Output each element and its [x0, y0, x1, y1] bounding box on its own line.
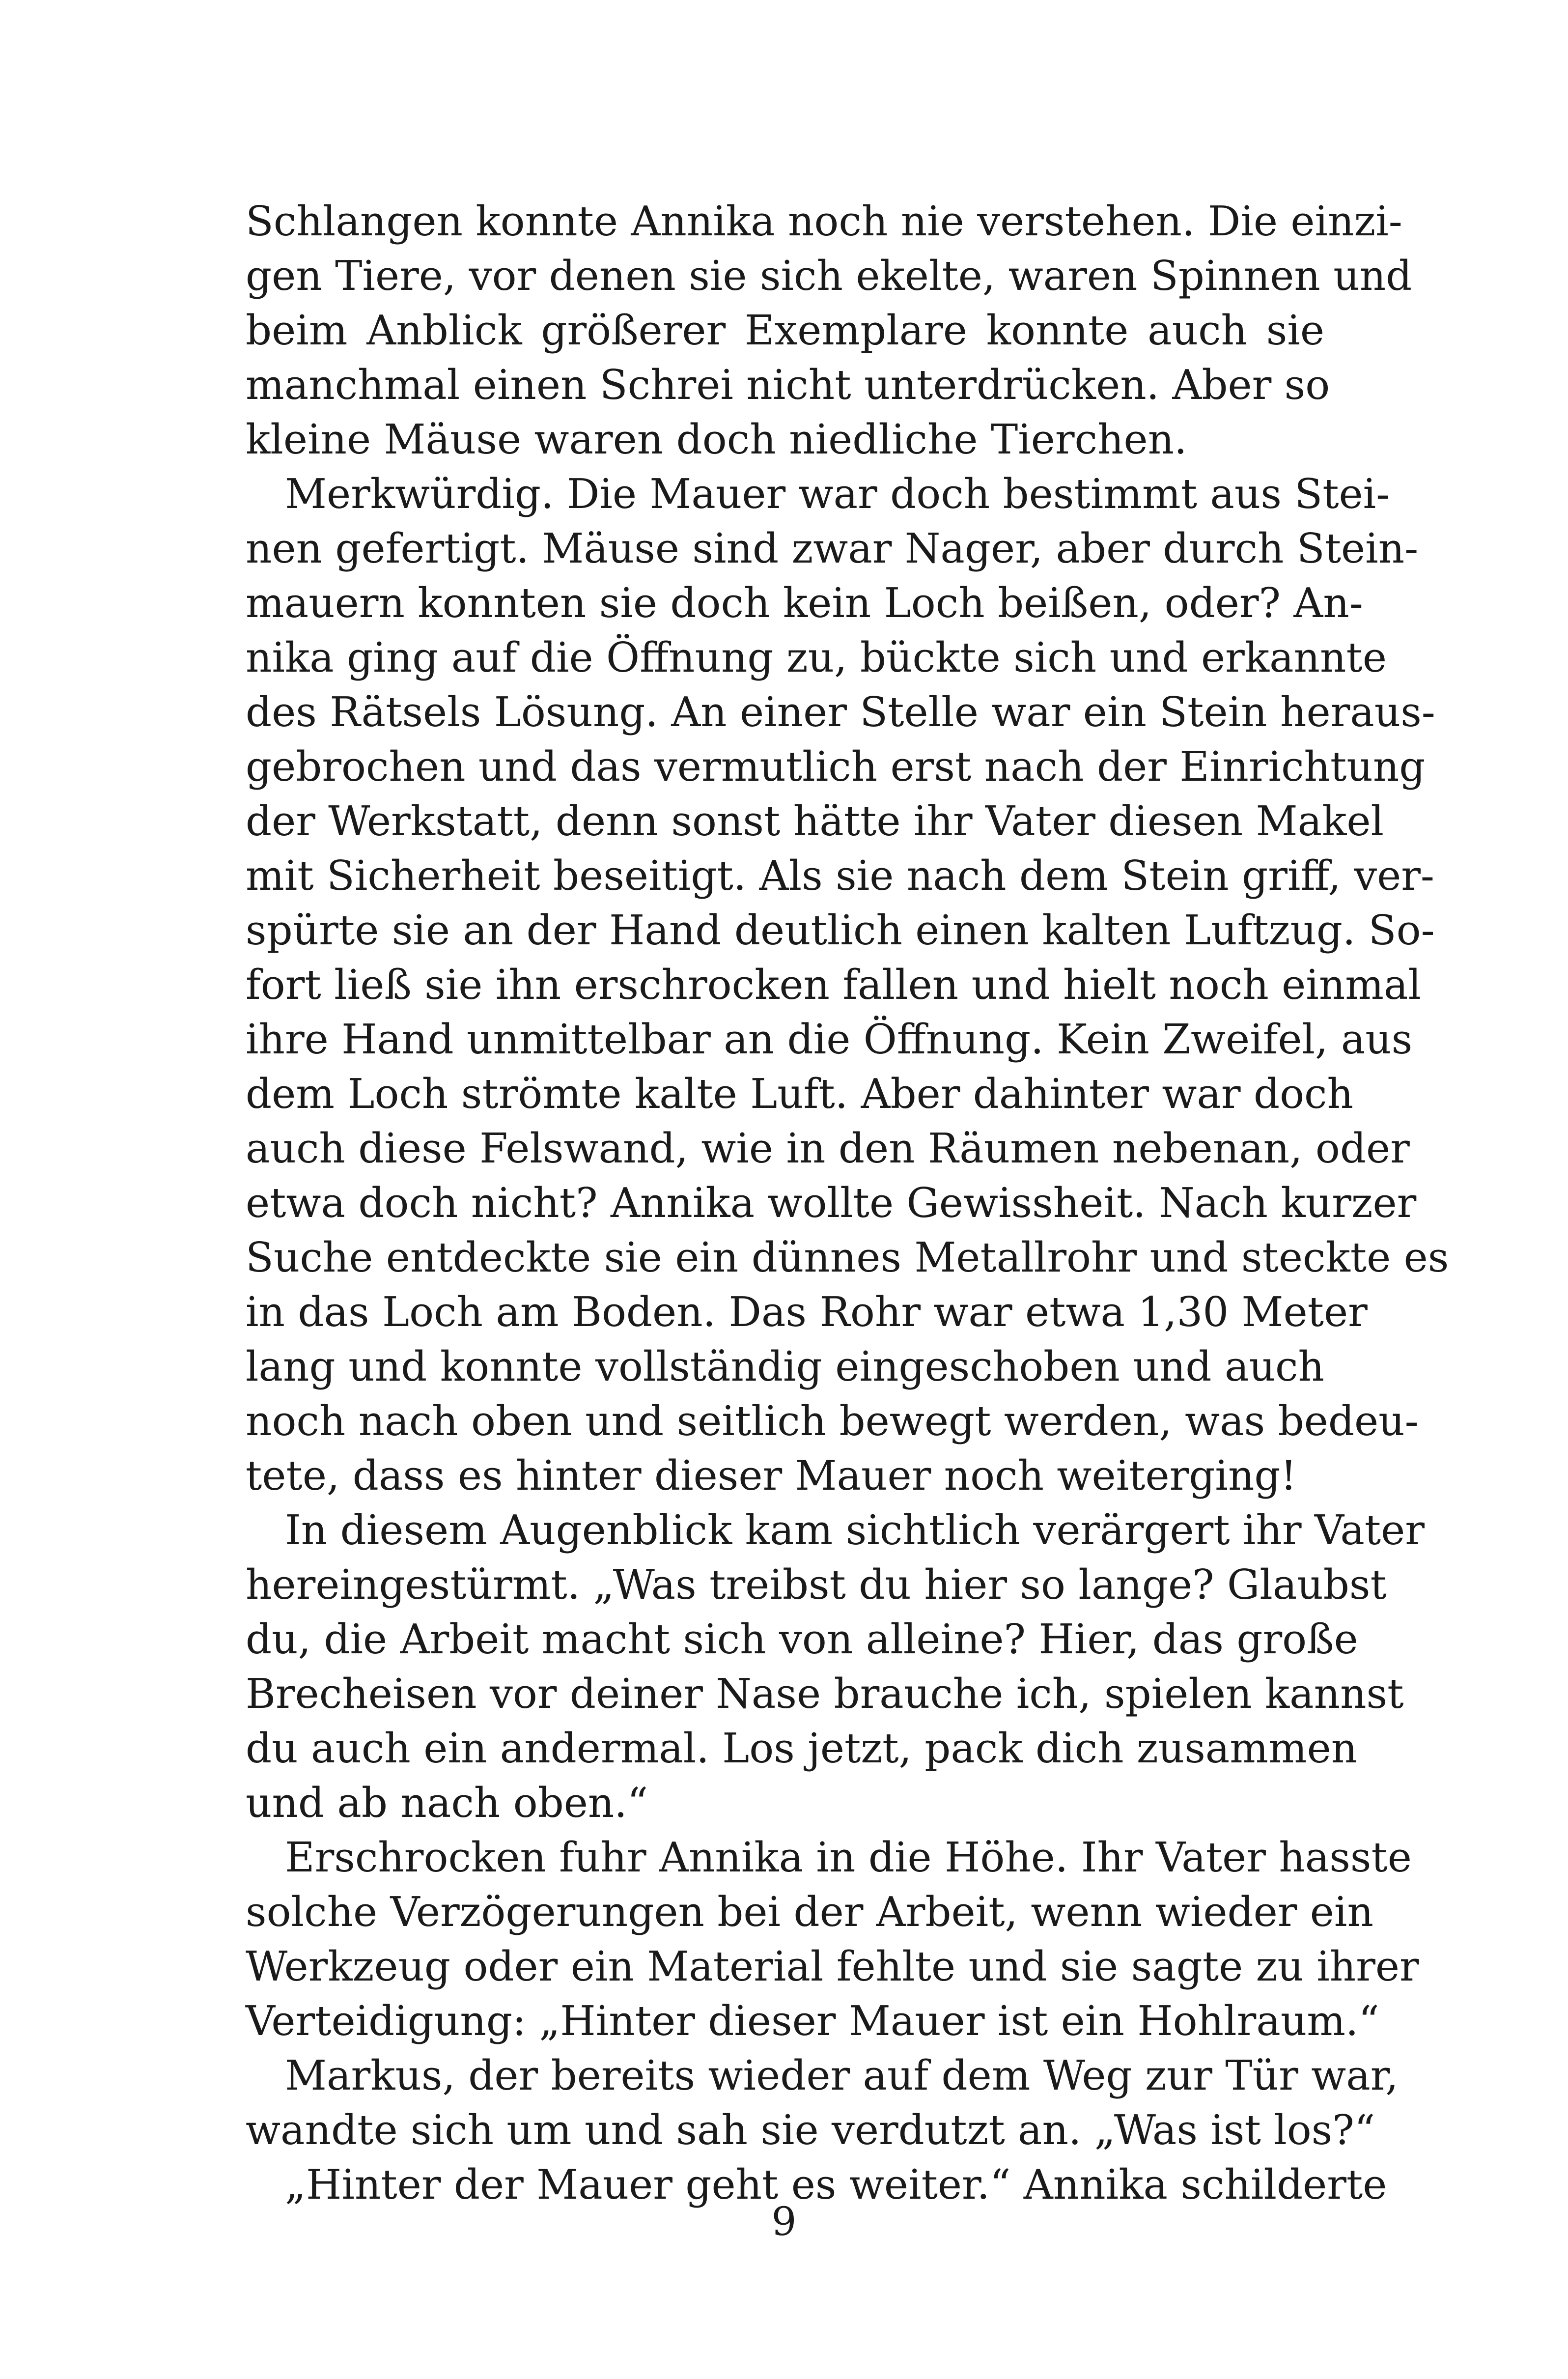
text-line: gebrochen und das vermutlich erst nach der Einrichtung — [246, 743, 1426, 791]
text-line: in das Loch am Boden. Das Rohr war etwa 1,30 Meter — [246, 1288, 1368, 1336]
page-number: 9 — [771, 2199, 797, 2244]
text-line: spürte sie an der Hand deutlich einen kalten Luftzug. So- — [246, 906, 1435, 954]
text-line: Suche entdeckte sie ein dünnes Metallrohr und steckte es — [246, 1234, 1449, 1281]
text-line: „Hinter der Mauer geht es weiter.“ Annika schilderte — [285, 2161, 1387, 2209]
text-line: beim Anblick größerer Exemplare konnte auch sie — [246, 307, 1324, 354]
text-line: nen gefertigt. Mäuse sind zwar Nager, aber durch Stein- — [246, 525, 1419, 572]
text-line: hereingestürmt. „Was treibst du hier so lange? Glaubst — [246, 1561, 1387, 1609]
text-line: etwa doch nicht? Annika wollte Gewissheit. Nach kurzer — [246, 1179, 1417, 1227]
text-line: fort ließ sie ihn erschrocken fallen und hielt noch einmal — [246, 961, 1422, 1009]
text-line: nika ging auf die Öffnung zu, bückte sich und erkannte — [246, 634, 1387, 681]
text-line: auch diese Felswand, wie in den Räumen nebenan, oder — [246, 1125, 1410, 1172]
text-line: und ab nach oben.“ — [246, 1779, 648, 1827]
text-line: Verteidigung: „Hinter dieser Mauer ist ein Hohlraum.“ — [246, 1997, 1379, 2045]
text-line: In diesem Augenblick kam sichtlich verärgert ihr Vater — [285, 1506, 1425, 1554]
text-line: des Rätsels Lösung. An einer Stelle war ein Stein heraus- — [246, 688, 1435, 736]
text-line: noch nach oben und seitlich bewegt werden, was bedeu- — [246, 1397, 1419, 1445]
text-line: mauern konnten sie doch kein Loch beißen, oder? An- — [246, 579, 1363, 627]
text-line: der Werkstatt, denn sonst hätte ihr Vater diesen Makel — [246, 797, 1384, 845]
text-line: Markus, der bereits wieder auf dem Weg zur Tür war, — [285, 2052, 1399, 2099]
text-line: Werkzeug oder ein Material fehlte und sie sagte zu ihrer — [246, 1943, 1419, 1990]
text-line: ihre Hand unmittelbar an die Öffnung. Kein Zweifel, aus — [246, 1016, 1413, 1063]
text-line: du auch ein andermal. Los jetzt, pack dich zusammen — [246, 1725, 1358, 1772]
text-line: Merkwürdig. Die Mauer war doch bestimmt aus Stei- — [285, 470, 1390, 518]
text-line: kleine Mäuse waren doch niedliche Tierchen. — [246, 416, 1187, 463]
text-line: dem Loch strömte kalte Luft. Aber dahinter war doch — [246, 1070, 1353, 1118]
text-line: mit Sicherheit beseitigt. Als sie nach dem Stein griff, ver- — [246, 852, 1434, 900]
text-line: wandte sich um und sah sie verdutzt an. „Was ist los?“ — [246, 2106, 1375, 2154]
text-line: gen Tiere, vor denen sie sich ekelte, waren Spinnen und — [246, 252, 1412, 300]
body-text — [246, 194, 1449, 2212]
text-line: manchmal einen Schrei nicht unterdrücken. Aber so — [246, 361, 1330, 409]
text-line: tete, dass es hinter dieser Mauer noch weiterging! — [246, 1452, 1297, 1500]
text-line: Brecheisen vor deiner Nase brauche ich, spielen kannst — [246, 1670, 1404, 1718]
text-line: Erschrocken fuhr Annika in die Höhe. Ihr Vater hasste — [285, 1834, 1412, 1881]
text-line: Schlangen konnte Annika noch nie verstehen. Die einzi- — [246, 198, 1402, 245]
text-line: du, die Arbeit macht sich von alleine? Hier, das große — [246, 1615, 1358, 1663]
text-line: solche Verzögerungen bei der Arbeit, wenn wieder ein — [246, 1888, 1373, 1936]
text-line: lang und konnte vollständig eingeschoben und auch — [246, 1343, 1324, 1390]
